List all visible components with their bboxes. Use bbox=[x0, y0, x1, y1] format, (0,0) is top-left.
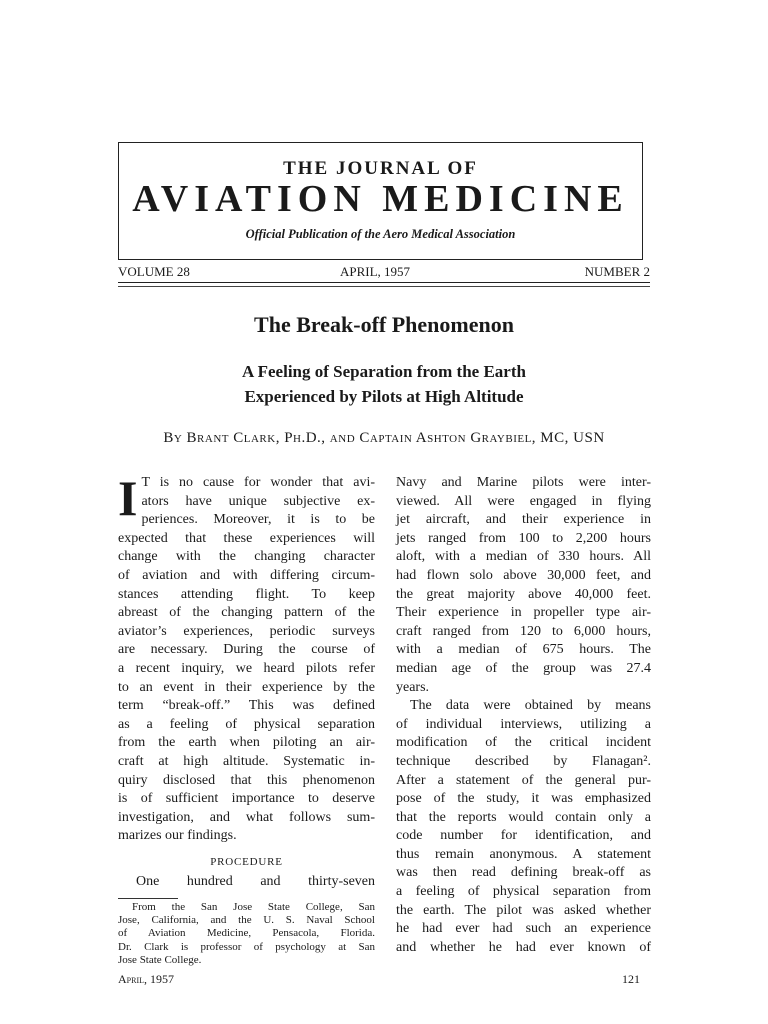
text-line: and whether he had ever known of bbox=[396, 939, 651, 955]
text-line: Navy and Marine pilots were inter- bbox=[396, 475, 651, 490]
text-line: jet aircraft, and their experience in bbox=[396, 512, 651, 528]
word: and bbox=[260, 874, 281, 889]
issue-info-row bbox=[118, 264, 650, 283]
text-line: median age of the group was 27.4 bbox=[396, 660, 651, 676]
text-line: the great majority above 40,000 feet. bbox=[396, 586, 651, 602]
journal-masthead bbox=[118, 142, 643, 260]
issue-date: APRIL, 1957 bbox=[340, 264, 411, 279]
procedure-first-line bbox=[118, 874, 375, 890]
text-line: that the reports would contain only a bbox=[396, 809, 651, 825]
text-line: investigation, and what follows sum- bbox=[118, 809, 375, 825]
text-line: jets ranged from 100 to 2,200 hours bbox=[396, 530, 651, 546]
volume-label: VOLUME 28 bbox=[118, 264, 190, 279]
text-line: pose of the study, it was emphasized bbox=[396, 791, 651, 807]
text-line: marizes our findings. bbox=[118, 828, 237, 844]
journal-title: AVIATION MEDICINE bbox=[132, 178, 629, 220]
column-2-body bbox=[396, 474, 651, 957]
text-line: The data were obtained by means bbox=[410, 698, 651, 714]
column-1-body bbox=[118, 470, 375, 846]
text-line: quiry disclosed that this phenomenon bbox=[118, 772, 375, 788]
text-line: ators have unique subjective ex- bbox=[141, 493, 375, 509]
text-line: thus remain anonymous. A statement bbox=[396, 846, 651, 862]
masthead-top-line: THE JOURNAL OF bbox=[283, 158, 478, 179]
footnote-rule bbox=[118, 898, 178, 899]
authors-line: By Brant Clark, Ph.D., and Captain Ashton Graybiel, MC, USN bbox=[163, 430, 605, 446]
text-line: as a feeling of physical separation bbox=[118, 716, 375, 732]
text-line: aviator’s experiences, periodic surveys bbox=[118, 623, 375, 639]
word: One bbox=[136, 874, 160, 889]
text-line: a recent inquiry, we heard pilots refer bbox=[118, 660, 375, 676]
section-heading-procedure: PROCEDURE bbox=[210, 856, 283, 868]
divider-rule bbox=[118, 286, 650, 287]
text-line: of individual interviews, utilizing a bbox=[396, 716, 651, 732]
subtitle-line-2: Experienced by Pilots at High Altitude bbox=[244, 387, 524, 406]
text-line: had flown solo above 30,000 feet, and bbox=[396, 567, 651, 583]
text-line: expected that these experiences will bbox=[118, 530, 375, 546]
word: thirty-seven bbox=[308, 874, 375, 889]
text-line: the earth. The pilot was asked whether bbox=[396, 902, 651, 918]
footnote bbox=[118, 901, 375, 967]
text-line: stances attending flight. To keep bbox=[118, 586, 375, 602]
text-line: technique described by Flanagan². bbox=[396, 753, 651, 769]
text-line: abreast of the changing pattern of the bbox=[118, 605, 375, 621]
masthead-subtitle: Official Publication of the Aero Medical Association bbox=[245, 227, 516, 241]
subtitle-line-1: A Feeling of Separation from the Earth bbox=[242, 362, 526, 381]
text-line: periences. Moreover, it is to be bbox=[141, 512, 375, 528]
drop-cap: I bbox=[118, 470, 138, 526]
text-line: craft ranged from 120 to 6,000 hours, bbox=[396, 623, 651, 639]
text-line: code number for identification, and bbox=[396, 828, 651, 844]
text-line: years. bbox=[396, 679, 430, 695]
text-line: change with the changing character bbox=[118, 549, 375, 565]
article-subtitle bbox=[0, 359, 768, 409]
text-line: modification of the critical incident bbox=[396, 735, 651, 751]
footnote-line: From the San Jose State College, San bbox=[132, 901, 375, 913]
text-line: he had ever had such an experience bbox=[396, 921, 651, 937]
text-line: Their experience in propeller type air- bbox=[396, 605, 651, 621]
text-line: viewed. All were engaged in flying bbox=[396, 493, 651, 509]
text-line: to an event in their experience by the bbox=[118, 679, 375, 695]
text-line: of aviation and with differing circum- bbox=[118, 567, 375, 583]
article-authors bbox=[0, 430, 768, 447]
footnote-line: of Aviation Medicine, Pensacola, Florida. bbox=[118, 927, 375, 940]
text-line: T is no cause for wonder that avi- bbox=[141, 475, 375, 490]
text-line: with a median of 675 hours. The bbox=[396, 642, 651, 658]
footnote-line: Dr. Clark is professor of psychology at San bbox=[118, 940, 375, 953]
page-number: 121 bbox=[622, 972, 640, 986]
text-line: a feeling of physical separation from bbox=[396, 884, 651, 900]
text-line: craft at high altitude. Systematic in- bbox=[118, 753, 375, 769]
word: hundred bbox=[186, 874, 233, 889]
text-line: from the earth when piloting an air- bbox=[118, 735, 375, 751]
text-line: was then read defining break-off as bbox=[396, 865, 651, 881]
article-title: The Break-off Phenomenon bbox=[254, 312, 514, 337]
text-line: aloft, with a median of 330 hours. All bbox=[396, 549, 651, 565]
footer-date: April, 1957 bbox=[118, 972, 175, 986]
footnote-line: Jose, California, and the U. S. Naval School bbox=[118, 914, 375, 927]
text-line: are necessary. During the course of bbox=[118, 642, 375, 658]
text-line: is of sufficient importance to deserve bbox=[118, 791, 375, 807]
issue-number: NUMBER 2 bbox=[584, 264, 650, 279]
text-line: After a statement of the general pur- bbox=[396, 772, 651, 788]
footnote-line: Jose State College. bbox=[118, 953, 202, 966]
text-line: term “break-off.” This was defined bbox=[118, 698, 375, 714]
